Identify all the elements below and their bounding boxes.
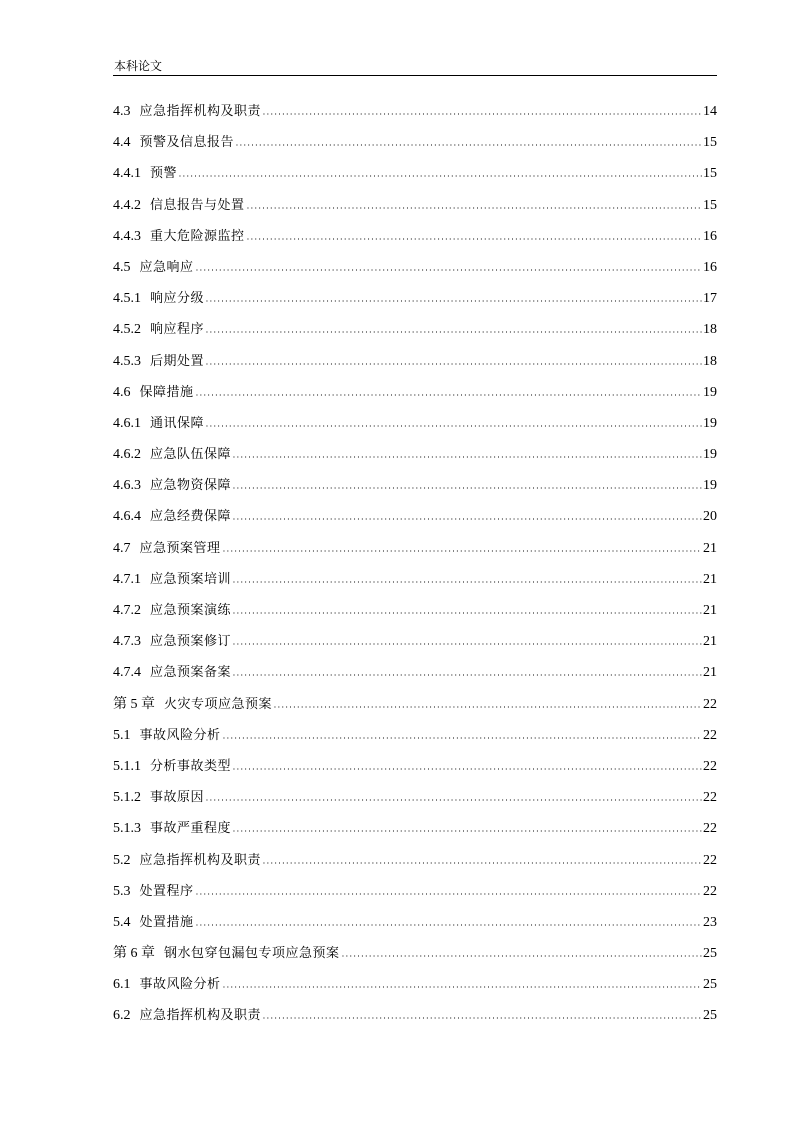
toc-entry-title: 事故风险分析 — [139, 727, 221, 743]
toc-entry-title: 后期处置 — [150, 353, 205, 369]
toc-entry-title: 应急预案演练 — [150, 603, 232, 618]
toc-entry-number: 5.1.2 — [113, 790, 141, 806]
toc-entry-number: 4.6.2 — [113, 447, 141, 463]
toc-entry-page: 19 — [703, 478, 717, 494]
toc-entry-page: 18 — [703, 322, 717, 338]
toc-entry-title: 事故风险分析 — [139, 977, 221, 993]
toc-dot-leader — [232, 602, 702, 614]
toc-entry-number: 4.3 — [113, 104, 131, 119]
toc-entry-page: 21 — [703, 665, 717, 681]
toc-entry-number: 4.6.1 — [113, 415, 141, 431]
toc-entry[interactable] — [113, 158, 717, 189]
toc-entry[interactable] — [113, 969, 717, 1000]
toc-entry-number: 6.1 — [113, 977, 131, 993]
toc-entry-page: 22 — [703, 758, 717, 774]
toc-entry-page: 19 — [703, 384, 717, 400]
toc-entry-title: 应急预案管理 — [139, 540, 221, 556]
toc-entry-number: 5.1.1 — [113, 758, 141, 774]
toc-dot-leader — [262, 1007, 702, 1019]
toc-entry-title: 应急队伍保障 — [150, 447, 232, 463]
toc-entry-page: 16 — [703, 228, 717, 244]
toc-entry-page: 15 — [703, 166, 717, 182]
toc-entry[interactable] — [113, 657, 717, 688]
toc-dot-leader — [246, 197, 702, 209]
toc-dot-leader — [341, 945, 702, 957]
toc-entry-title: 重大危险源监控 — [150, 228, 245, 244]
toc-entry-number: 4.7.2 — [113, 603, 141, 618]
toc-entry[interactable] — [113, 782, 717, 813]
toc-dot-leader — [195, 883, 702, 895]
toc-entry-title: 应急指挥机构及职责 — [139, 104, 262, 119]
toc-entry-page: 21 — [703, 634, 717, 650]
toc-entry-title: 应急指挥机构及职责 — [139, 1008, 262, 1024]
toc-dot-leader — [195, 259, 702, 271]
toc-entry[interactable] — [113, 876, 717, 907]
toc-entry-page: 16 — [703, 259, 717, 275]
toc-entry-title: 响应分级 — [150, 291, 205, 307]
toc-dot-leader — [232, 633, 702, 645]
toc-entry-title: 保障措施 — [139, 384, 194, 400]
toc-entry-number: 5.2 — [113, 852, 131, 868]
toc-entry[interactable] — [113, 314, 717, 345]
toc-entry-page: 25 — [703, 977, 717, 993]
toc-dot-leader — [205, 353, 702, 365]
toc-entry-number: 4.7.4 — [113, 665, 141, 681]
table-of-contents — [113, 96, 717, 1032]
toc-dot-leader — [262, 103, 702, 115]
toc-dot-leader — [222, 540, 702, 552]
toc-entry-title: 应急预案培训 — [150, 571, 232, 587]
toc-entry-number: 4.7.3 — [113, 634, 141, 650]
toc-entry-page: 25 — [703, 1008, 717, 1024]
toc-entry-page: 25 — [703, 946, 717, 962]
toc-dot-leader — [262, 852, 702, 864]
toc-entry[interactable] — [113, 689, 717, 720]
toc-entry-page: 22 — [703, 883, 717, 899]
page-header — [113, 57, 717, 76]
toc-entry-number: 4.4.2 — [113, 197, 141, 213]
toc-entry-number: 5.3 — [113, 883, 131, 899]
toc-entry-number: 4.7 — [113, 540, 131, 556]
toc-entry-number: 4.4.1 — [113, 166, 141, 182]
toc-entry[interactable] — [113, 96, 717, 127]
toc-entry-number: 4.6.4 — [113, 509, 141, 525]
toc-entry-page: 23 — [703, 914, 717, 930]
toc-entry-title: 通讯保障 — [150, 415, 205, 431]
toc-entry-page: 21 — [703, 603, 717, 618]
toc-entry-number: 第 5 章 — [113, 696, 155, 712]
toc-entry-number: 5.4 — [113, 914, 131, 930]
toc-entry[interactable] — [113, 346, 717, 377]
toc-entry-number: 第 6 章 — [113, 946, 155, 962]
toc-dot-leader — [232, 508, 702, 520]
toc-entry[interactable] — [113, 190, 717, 221]
toc-entry-title: 处置程序 — [139, 883, 194, 899]
toc-entry-number: 4.5.1 — [113, 291, 141, 307]
toc-dot-leader — [232, 571, 702, 583]
toc-dot-leader — [232, 664, 702, 676]
toc-entry[interactable] — [113, 439, 717, 470]
toc-entry[interactable] — [113, 564, 717, 595]
toc-entry-page: 22 — [703, 852, 717, 868]
toc-dot-leader — [205, 321, 702, 333]
toc-entry-title: 应急预案备案 — [150, 665, 232, 681]
toc-entry[interactable] — [113, 408, 717, 439]
toc-entry[interactable] — [113, 751, 717, 782]
toc-entry-number: 6.2 — [113, 1008, 131, 1024]
toc-dot-leader — [178, 165, 702, 177]
toc-entry-page: 22 — [703, 790, 717, 806]
toc-entry-number: 5.1 — [113, 727, 131, 743]
toc-dot-leader — [232, 446, 702, 458]
toc-dot-leader — [195, 914, 702, 926]
toc-entry[interactable] — [113, 127, 717, 158]
toc-entry-page: 22 — [703, 821, 717, 837]
toc-entry-page: 15 — [703, 197, 717, 213]
toc-dot-leader — [232, 758, 702, 770]
toc-entry-title: 事故严重程度 — [150, 821, 232, 837]
toc-entry-number: 4.6.3 — [113, 478, 141, 494]
toc-entry-page: 17 — [703, 291, 717, 307]
toc-entry[interactable] — [113, 470, 717, 501]
toc-entry[interactable] — [113, 221, 717, 252]
toc-entry-page: 19 — [703, 447, 717, 463]
toc-entry-title: 应急预案修订 — [150, 634, 232, 650]
toc-entry-title: 应急响应 — [139, 259, 194, 275]
toc-entry-page: 18 — [703, 353, 717, 369]
toc-entry[interactable] — [113, 595, 717, 626]
toc-dot-leader — [235, 134, 702, 146]
toc-entry-page: 21 — [703, 571, 717, 587]
toc-entry-title: 响应程序 — [150, 322, 205, 338]
toc-entry[interactable] — [113, 813, 717, 844]
toc-entry-number: 4.4.3 — [113, 228, 141, 244]
toc-entry-title: 事故原因 — [150, 790, 205, 806]
toc-entry-page: 22 — [703, 727, 717, 743]
toc-entry[interactable] — [113, 377, 717, 408]
toc-entry-number: 5.1.3 — [113, 821, 141, 837]
toc-entry-title: 预警及信息报告 — [139, 135, 235, 151]
toc-entry-page: 20 — [703, 509, 717, 525]
toc-entry-title: 信息报告与处置 — [150, 197, 245, 213]
toc-dot-leader — [205, 290, 702, 302]
toc-entry[interactable] — [113, 720, 717, 751]
toc-entry-page: 21 — [703, 540, 717, 556]
header-title: 本科论文 — [114, 59, 163, 73]
toc-entry[interactable] — [113, 845, 717, 876]
toc-dot-leader — [222, 976, 702, 988]
toc-entry-title: 应急指挥机构及职责 — [139, 852, 262, 868]
toc-entry-number: 4.4 — [113, 135, 131, 151]
toc-entry[interactable] — [113, 252, 717, 283]
toc-entry[interactable] — [113, 907, 717, 938]
toc-entry-title: 预警 — [150, 166, 178, 182]
toc-entry-title: 处置措施 — [139, 914, 194, 930]
toc-dot-leader — [205, 789, 702, 801]
toc-entry-page: 22 — [703, 696, 717, 712]
toc-entry[interactable] — [113, 938, 717, 969]
toc-entry-number: 4.5 — [113, 259, 131, 275]
toc-entry-page: 19 — [703, 415, 717, 431]
toc-dot-leader — [195, 384, 702, 396]
toc-entry-title: 分析事故类型 — [150, 758, 232, 774]
toc-entry[interactable] — [113, 501, 717, 532]
toc-entry-number: 4.7.1 — [113, 571, 141, 587]
toc-entry-title: 应急经费保障 — [150, 509, 232, 525]
toc-entry[interactable] — [113, 626, 717, 657]
toc-entry-title: 应急物资保障 — [150, 478, 232, 494]
toc-entry[interactable] — [113, 1000, 717, 1031]
toc-entry-number: 4.6 — [113, 384, 131, 400]
toc-entry-title: 钢水包穿包漏包专项应急预案 — [164, 946, 340, 962]
toc-dot-leader — [222, 727, 702, 739]
toc-dot-leader — [205, 415, 702, 427]
toc-dot-leader — [246, 228, 702, 240]
toc-entry-page: 14 — [703, 104, 717, 119]
toc-entry-number: 4.5.2 — [113, 322, 141, 338]
toc-entry[interactable] — [113, 533, 717, 564]
toc-entry-title: 火灾专项应急预案 — [164, 696, 273, 712]
toc-entry-number: 4.5.3 — [113, 353, 141, 369]
toc-dot-leader — [232, 820, 702, 832]
toc-dot-leader — [232, 477, 702, 489]
toc-entry[interactable] — [113, 283, 717, 314]
toc-entry-page: 15 — [703, 135, 717, 151]
toc-dot-leader — [273, 696, 702, 708]
